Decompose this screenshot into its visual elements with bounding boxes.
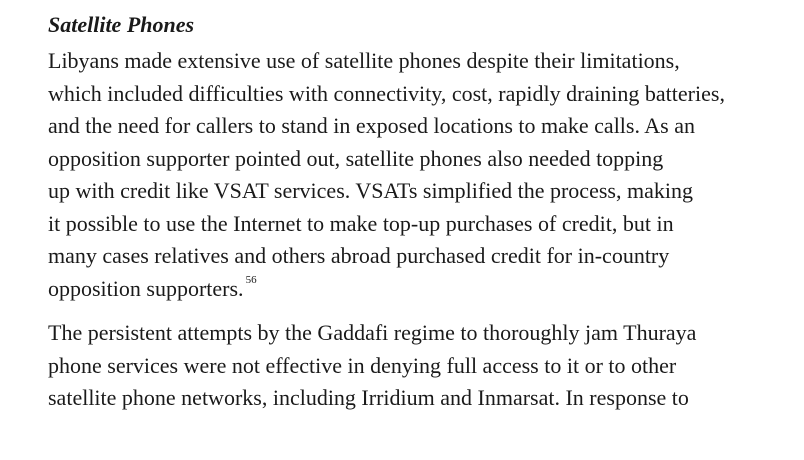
text-line: phone services were not effective in denying full access to it or to other — [48, 352, 677, 378]
text-line: opposition supporter pointed out, satellite phones also needed topping — [48, 145, 664, 171]
text-line: satellite phone networks, including Irridium and Inmarsat. In response to — [48, 385, 689, 410]
text-line: The persistent attempts by the Gaddafi regime to thoroughly jam Thuraya — [48, 320, 697, 345]
text-line: and the need for callers to stand in exposed locations to make calls. As an — [48, 113, 695, 138]
footnote-marker[interactable]: 56 — [245, 273, 257, 286]
paragraph-jamming — [48, 317, 788, 415]
paragraph-satellite-phones — [48, 45, 788, 305]
text-line: up with credit like VSAT services. VSATs simplified the process, making — [48, 178, 693, 203]
text-line-last — [48, 273, 788, 306]
text-line: which included difficulties with connectivity, cost, rapidly draining batteries, — [48, 80, 725, 106]
text-line: it possible to use the Internet to make top-up purchases of credit, but in — [48, 210, 674, 236]
text-line: Libyans made extensive use of satellite phones despite their limitations, — [48, 48, 680, 73]
section-heading: Satellite Phones — [48, 12, 195, 37]
text-line-content: opposition supporters. — [48, 275, 244, 301]
document-page — [48, 10, 788, 415]
text-line: many cases relatives and others abroad purchased credit for in-country — [48, 243, 670, 268]
